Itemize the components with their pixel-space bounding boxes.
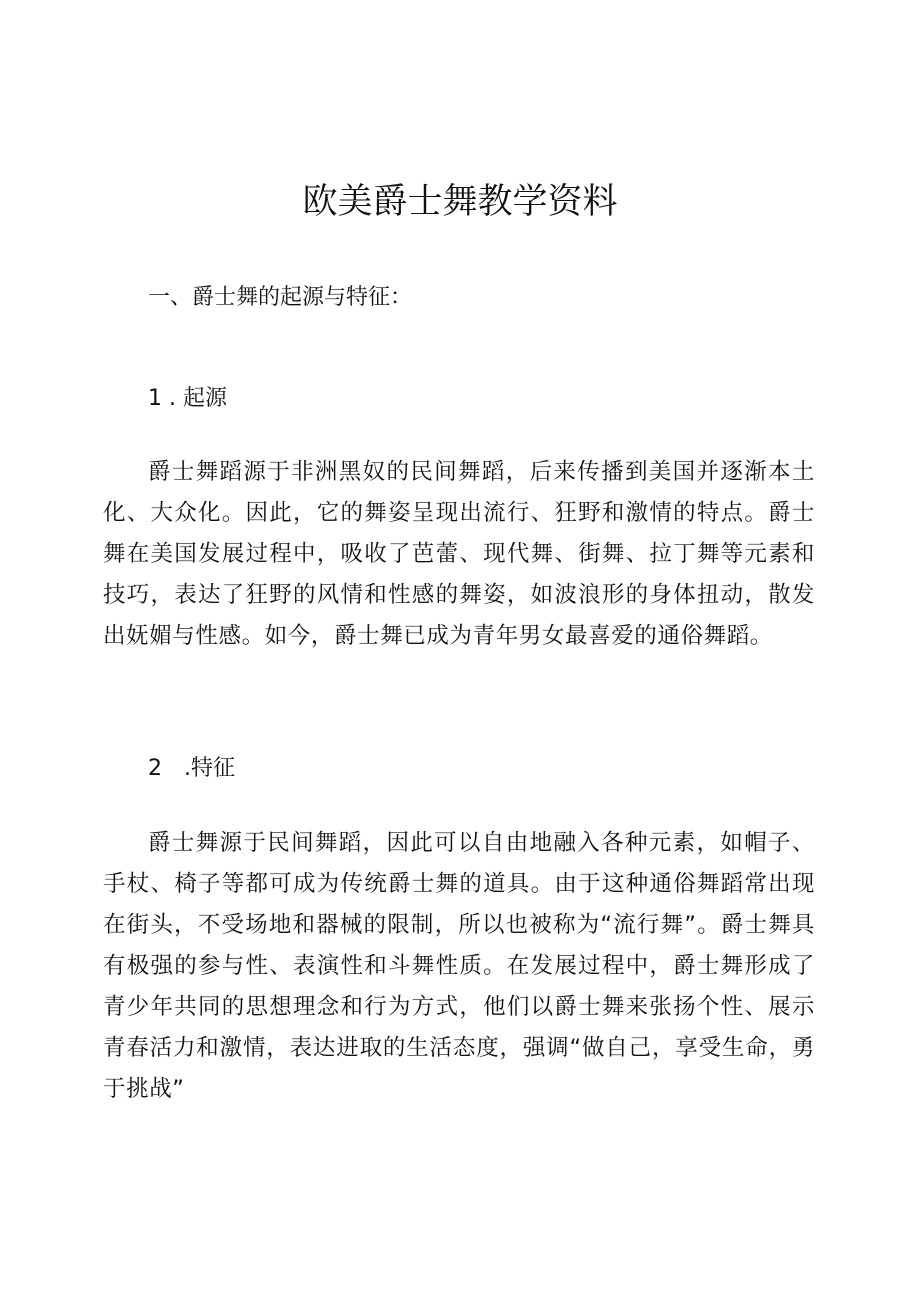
- document-title: 欧美爵士舞教学资料: [302, 182, 618, 222]
- paragraph-origin: 爵士舞蹈源于非洲黑奴的民间舞蹈，后来传播到美国并逐渐本土化、大众化。因此，它的舞姿呈现出流行、狂野和激情的特点。爵士舞在美国发展过程中，吸收了芭蕾、现代舞、街舞、拉丁舞等元素和技巧，表达了狂野的风情和性感的舞姿，如波浪形的身体扭动，散发出妩媚与性感。如今，爵士舞已成为青年男女最喜爱的通俗舞蹈。: [103, 459, 815, 649]
- section-heading-origin-features: 一、爵士舞的起源与特征：: [148, 285, 413, 310]
- paragraph-features: 爵士舞源于民间舞蹈，因此可以自由地融入各种元素，如帽子、手杖、椅子等都可成为传统爵士舞的道具。由于这种通俗舞蹈常出现在街头，不受场地和器械的限制，所以也被称为“流行舞”。爵士舞具有极强的参与性、表演性和斗舞性质。在发展过程中，爵士舞形成了青少年共同的思想理念和行为方式，他们以爵士舞来张扬个性、展示青春活力和激情，表达进取的生活态度，强调“做自己，享受生命，勇于挑战”: [103, 830, 815, 1102]
- subsection-heading-features: 2 .特征: [148, 756, 235, 781]
- subsection-heading-origin: 1 . 起源: [148, 386, 227, 411]
